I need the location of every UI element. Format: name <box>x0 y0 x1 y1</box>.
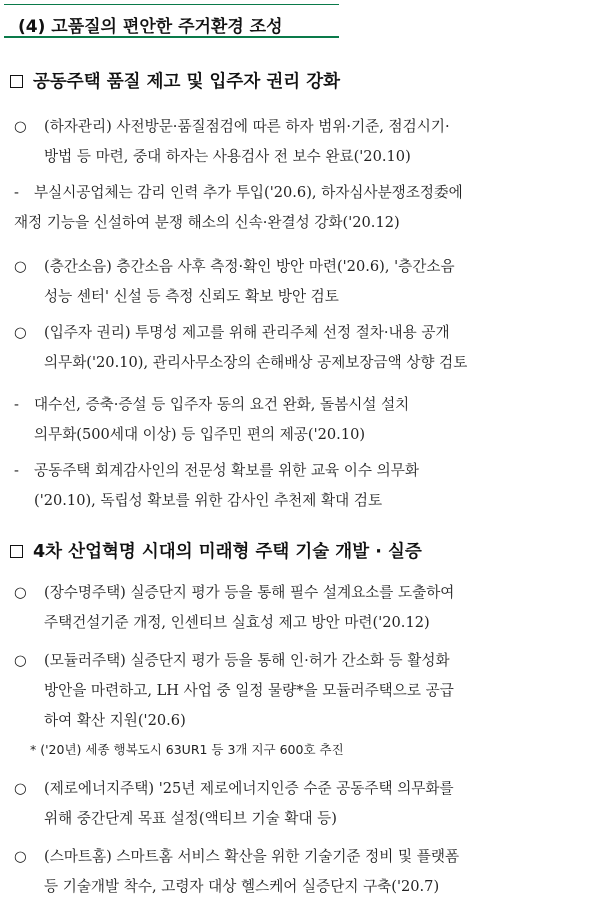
circle-bullet-icon: ○ <box>14 780 27 797</box>
section-title-2-text: 4차 산업혁명 시대의 미래형 주택 기술 개발 · 실증 <box>33 542 422 562</box>
list-item-audit <box>14 456 604 516</box>
item-line: (제로에너지주택) '25년 제로에너지인증 수준 공동주택 의무화를 <box>44 780 454 797</box>
section-title-2 <box>10 538 422 563</box>
item-line: 재정 기능을 신설하여 분쟁 해소의 신속·완결성 강화('20.12) <box>14 214 400 231</box>
circle-bullet-icon: ○ <box>14 118 27 135</box>
circle-bullet-icon: ○ <box>14 584 27 601</box>
section-title-1 <box>10 68 340 93</box>
item-line: 방법 등 마련, 중대 하자는 사용검사 전 보수 완료('20.10) <box>44 148 411 165</box>
circle-bullet-icon: ○ <box>14 652 27 669</box>
list-item-renovation <box>14 390 604 450</box>
item-line: (층간소음) 층간소음 사후 측정·확인 방안 마련('20.6), '층간소음 <box>44 258 455 275</box>
item-line: 위해 중간단계 목표 설정(액티브 기술 확대 등) <box>44 810 337 827</box>
item-line: (하자관리) 사전방문·품질점검에 따른 하자 범위·기준, 점검시기· <box>44 118 450 135</box>
item-line: (스마트홈) 스마트홈 서비스 확산을 위한 기술기준 정비 및 플랫폼 <box>44 848 460 865</box>
page-title: (4) 고품질의 편안한 주거환경 조성 <box>18 17 283 37</box>
list-item-modular-housing <box>14 646 604 736</box>
item-line: 공동주택 회계감사인의 전문성 확보를 위한 교육 이수 의무화 <box>34 462 419 479</box>
item-line: 하여 확산 지원('20.6) <box>44 712 186 729</box>
list-item-defect <box>14 112 604 172</box>
item-line: 의무화('20.10), 관리사무소장의 손해배상 공제보장금액 상향 검토 <box>44 354 468 371</box>
item-line: 의무화(500세대 이상) 등 입주민 편의 제공('20.10) <box>34 426 366 443</box>
item-line: 대수선, 증축·증설 등 입주자 동의 요건 완화, 돌봄시설 설치 <box>34 396 410 413</box>
item-line: 성능 센터' 신설 등 측정 신뢰도 확보 방안 검토 <box>44 288 339 305</box>
circle-bullet-icon: ○ <box>14 258 27 275</box>
item-line: ('20.10), 독립성 확보를 위한 감사인 추천제 확대 검토 <box>34 492 383 509</box>
item-line: (입주자 권리) 투명성 제고를 위해 관리주체 선정 절차·내용 공개 <box>44 324 450 341</box>
list-item-subcontract <box>14 178 604 238</box>
list-item-long-life-housing <box>14 578 604 638</box>
item-line: 등 기술개발 착수, 고령자 대상 헬스케어 실증단지 구축('20.7) <box>44 878 440 895</box>
item-line: 주택건설기준 개정, 인센티브 실효성 제고 방안 마련('20.12) <box>44 614 430 631</box>
dash-bullet-icon: - <box>14 184 19 201</box>
list-item-resident-rights <box>14 318 604 378</box>
list-item-zero-energy <box>14 774 604 834</box>
item-line: 부실시공업체는 감리 인력 추가 투입('20.6), 하자심사분쟁조정委에 <box>34 184 463 201</box>
item-line: (모듈러주택) 실증단지 평가 등을 통해 인·허가 간소화 등 활성화 <box>44 652 450 669</box>
list-item-smart-home <box>14 842 604 902</box>
section-title-1-text: 공동주택 품질 제고 및 입주자 권리 강화 <box>33 72 341 92</box>
dash-bullet-icon: - <box>14 462 19 479</box>
list-item-noise <box>14 252 604 312</box>
circle-bullet-icon: ○ <box>14 324 27 341</box>
footnote: * ('20년) 세종 행복도시 63UR1 등 3개 지구 600호 추진 <box>30 742 344 757</box>
item-line: 방안을 마련하고, LH 사업 중 일정 물량*을 모듈러주택으로 공급 <box>44 682 454 699</box>
header-box <box>4 4 339 38</box>
circle-bullet-icon: ○ <box>14 848 27 865</box>
checkbox-square-icon <box>10 545 23 558</box>
checkbox-square-icon <box>10 75 23 88</box>
dash-bullet-icon: - <box>14 396 19 413</box>
item-line: (장수명주택) 실증단지 평가 등을 통해 필수 설계요소를 도출하여 <box>44 584 455 601</box>
